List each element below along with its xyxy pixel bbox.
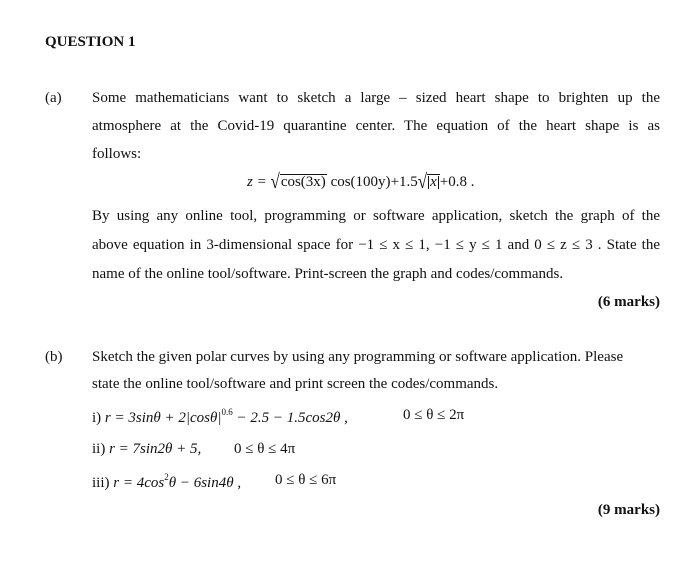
polar-curve-3-range: 0 ≤ θ ≤ 6π <box>275 472 337 488</box>
heart-equation <box>247 172 475 192</box>
curve-exponent: 0.6 <box>221 407 233 417</box>
polar-curve-3 <box>92 472 241 492</box>
sqrt-absx <box>418 172 440 192</box>
equation-absx: x <box>430 174 437 190</box>
part-a-task-line-2: above equation in 3-dimensional space for −1 ≤ x ≤ 1, −1 ≤ y ≤ 1 and 0 ≤ z ≤ 3 . State the <box>92 237 660 253</box>
equation-tail: +0.8 . <box>439 174 475 190</box>
sqrt-symbol-icon: √ <box>417 170 428 193</box>
equation-cos100y: cos(100y) <box>330 174 391 190</box>
question-heading: QUESTION 1 <box>45 34 136 50</box>
part-b-label: (b) <box>45 349 63 365</box>
curve-equation: r = 7sin2θ + 5, <box>109 441 202 457</box>
part-b-intro-line-1: Sketch the given polar curves by using any programming or software application. Please <box>92 349 624 365</box>
curve-number: iii) <box>92 475 110 491</box>
part-a-marks: (6 marks) <box>597 294 660 310</box>
part-a-intro-line-1: Some mathematicians want to sketch a large – sized heart shape to brighten up the <box>92 90 660 106</box>
part-a-intro-line-3: follows: <box>92 146 142 162</box>
equation-cos3x: cos(3x) <box>280 174 326 190</box>
polar-curve-2-range: 0 ≤ θ ≤ 4π <box>234 441 296 457</box>
curve-number: i) <box>92 410 102 426</box>
polar-curve-1 <box>92 407 348 427</box>
part-b-intro-line-2: state the online tool/software and print screen the codes/commands. <box>92 376 499 392</box>
equation-lhs: z = <box>247 174 267 190</box>
equation-plus15: +1.5 <box>390 174 418 190</box>
sqrt-symbol-icon: √ <box>270 170 280 193</box>
abs-value-bars <box>428 176 439 189</box>
curve-equation: r = 4cos <box>113 475 165 491</box>
part-b-marks: (9 marks) <box>597 502 660 518</box>
part-a-intro-line-2: atmosphere at the Covid-19 quarantine center. The equation of the heart shape is as <box>92 118 660 134</box>
part-a-task-line-1: By using any online tool, programming or software application, sketch the graph of the <box>92 208 660 224</box>
part-a-label: (a) <box>45 90 62 106</box>
curve-equation-tail: θ − 6sin4θ , <box>168 475 242 491</box>
sqrt-cos3x <box>270 172 326 192</box>
curve-number: ii) <box>92 441 106 457</box>
curve-exponent: 2 <box>164 472 169 482</box>
polar-curve-2 <box>92 441 201 458</box>
curve-equation-tail: − 2.5 − 1.5cos2θ , <box>232 410 348 426</box>
polar-curve-1-range: 0 ≤ θ ≤ 2π <box>403 407 465 423</box>
curve-equation: r = 3sinθ + 2|cosθ| <box>104 410 222 426</box>
part-a-task-line-3: name of the online tool/software. Print-screen the graph and codes/commands. <box>92 266 564 282</box>
